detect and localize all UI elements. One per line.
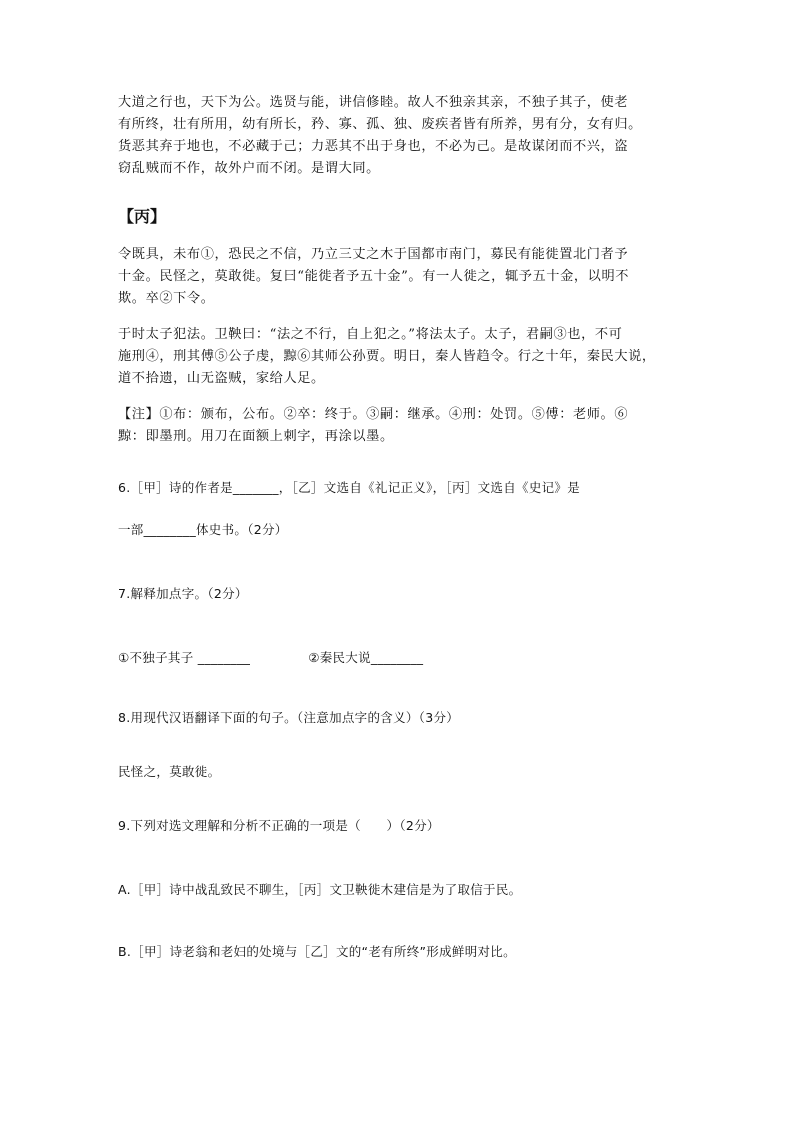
question-7-title: 7.解释加点字。（2分） bbox=[118, 586, 248, 601]
passage-yi-line: 窃乱贼而不作，故外户而不闭。是谓大同。 bbox=[118, 161, 380, 176]
passage-bing-line: 欺。卒②下令。 bbox=[118, 291, 215, 306]
note-line: 【注】①布：颁布，公布。②卒：终于。③嗣：继承。④刑：处罚。⑤傅：老师。⑥ bbox=[118, 407, 629, 422]
question-7-items bbox=[118, 648, 696, 668]
question-9-option-a: A.［甲］诗中战乱致民不聊生，［丙］文卫鞅徙木建信是为了取信于民。 bbox=[118, 882, 522, 897]
question-9-title: 9.下列对选文理解和分析不正确的一项是（ ）（2分） bbox=[118, 818, 440, 833]
passage-bing-para2 bbox=[118, 324, 696, 390]
question-6-line1: 6.［甲］诗的作者是_______，［乙］文选自《礼记正义》，［丙］文选自《史记》是 bbox=[118, 480, 581, 495]
note-line: 黥：即墨刑。用刀在面额上刺字，再涂以墨。 bbox=[118, 429, 394, 444]
question-9-option-b: B.［甲］诗老翁和老妇的处境与［乙］文的“老有所终”形成鲜明对比。 bbox=[118, 944, 516, 959]
passage-bing-line: 令既具，未布①，恐民之不信，乃立三丈之木于国都市南门，募民有能徙置北门者予 bbox=[118, 247, 629, 262]
question-8-title: 8.用现代汉语翻译下面的句子。（注意加点字的含义）（3分） bbox=[118, 710, 460, 725]
passage-bing-line: 施刑④，刑其傅⑤公子虔，黥⑥其师公孙贾。明日，秦人皆趋令。行之十年，秦民大说， bbox=[118, 349, 656, 364]
passage-yi-line: 货恶其弃于地也，不必藏于己；力恶其不出于身也，不必为己。是故谋闭而不兴，盗 bbox=[118, 139, 629, 154]
question-6-line2: 一部________体史书。（2分） bbox=[118, 522, 288, 537]
passage-yi-line: 大道之行也，天下为公。选贤与能，讲信修睦。故人不独亲其亲，不独子其子，使老 bbox=[118, 95, 629, 110]
section-title-bing: 【丙】 bbox=[118, 207, 167, 226]
passage-yi-line: 有所终，壮有所用，幼有所长，矜、寡、孤、独、废疾者皆有所养，男有分，女有归。 bbox=[118, 117, 642, 132]
passage-bing-para1 bbox=[118, 244, 696, 310]
question-7-item-1: ①不独子其子 ________ bbox=[118, 650, 251, 665]
annotation-notes bbox=[118, 404, 696, 448]
passage-yi bbox=[118, 92, 696, 180]
question-8-sentence: 民怪之，莫敢徙。 bbox=[118, 764, 221, 779]
document-page bbox=[118, 92, 696, 962]
passage-bing-line: 于时太子犯法。卫鞅曰：“法之不行，自上犯之。”将法太子。太子，君嗣③也，不可 bbox=[118, 327, 623, 342]
passage-bing-line: 道不拾遗，山无盗贼，家给人足。 bbox=[118, 371, 325, 386]
passage-bing-line: 十金。民怪之，莫敢徙。复曰“能徙者予五十金”。有一人徙之，辄予五十金，以明不 bbox=[118, 269, 630, 284]
question-7-item-2: ②秦民大说________ bbox=[308, 650, 424, 665]
